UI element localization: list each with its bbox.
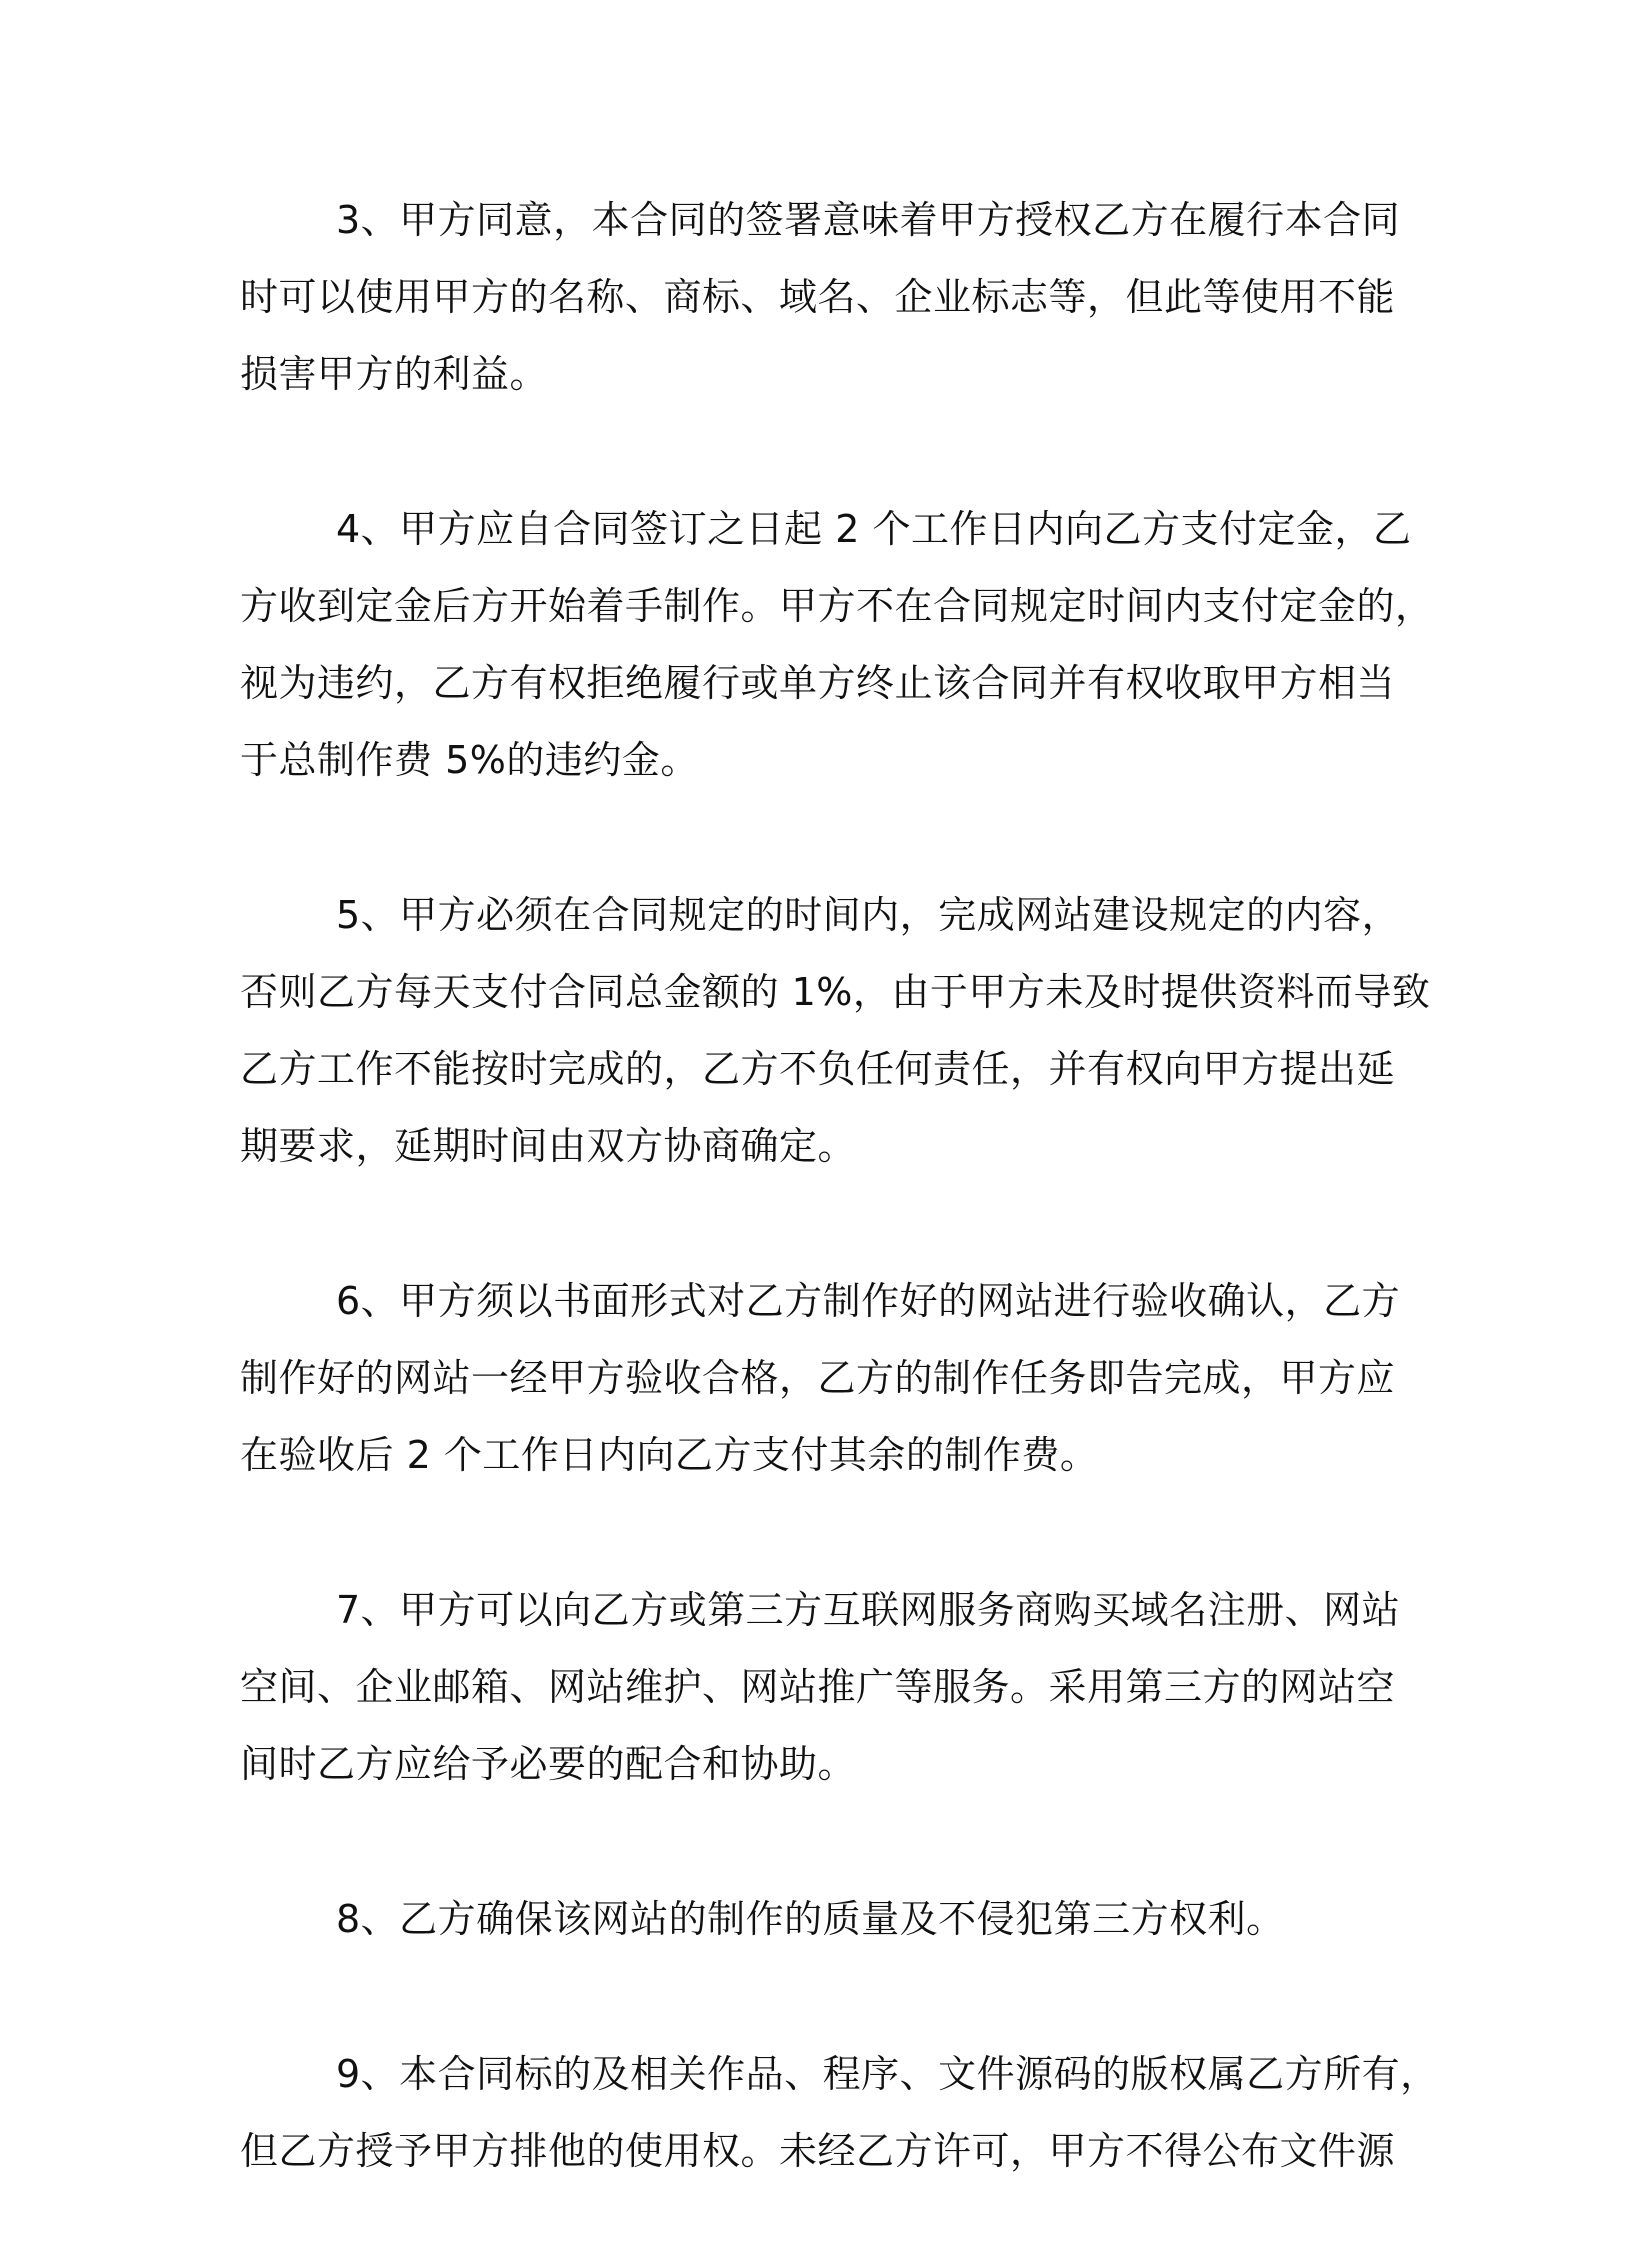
clause-7 (240, 1572, 1400, 1803)
text-line: 视为违约，乙方有权拒绝履行或单方终止该合同并有权收取甲方相当 (240, 661, 1396, 705)
text-line: 间时乙方应给予必要的配合和协助。 (240, 1742, 857, 1786)
text-line: 4、甲方应自合同签订之日起 2 个工作日内向乙方支付定金，乙 (336, 507, 1412, 551)
text-line: 否则乙方每天支付合同总金额的 1%，由于甲方未及时提供资料而导致 (240, 970, 1431, 1014)
text-line: 乙方工作不能按时完成的，乙方不负任何责任，并有权向甲方提出延 (240, 1047, 1396, 1091)
text-line: 空间、企业邮箱、网站维护、网站推广等服务。采用第三方的网站空 (240, 1665, 1396, 1709)
text-line: 但乙方授予甲方排他的使用权。未经乙方许可，甲方不得公布文件源 (240, 2129, 1396, 2173)
text-line: 制作好的网站一经甲方验收合格，乙方的制作任务即告完成，甲方应 (240, 1356, 1396, 1400)
clause-5 (240, 877, 1431, 1185)
text-line: 在验收后 2 个工作日内向乙方支付其余的制作费。 (240, 1433, 1099, 1477)
text-line: 方收到定金后方开始着手制作。甲方不在合同规定时间内支付定金的， (240, 584, 1434, 628)
text-line: 于总制作费 5%的违约金。 (240, 738, 699, 782)
text-line: 5、甲方必须在合同规定的时间内，完成网站建设规定的内容， (336, 893, 1401, 937)
clause-9 (240, 2036, 1439, 2190)
text-line: 3、甲方同意，本合同的签署意味着甲方授权乙方在履行本合同 (336, 198, 1401, 242)
clause-4 (240, 491, 1434, 799)
text-line: 损害甲方的利益。 (240, 352, 549, 396)
text-line: 时可以使用甲方的名称、商标、域名、企业标志等，但此等使用不能 (240, 275, 1396, 319)
text-line: 9、本合同标的及相关作品、程序、文件源码的版权属乙方所有， (336, 2052, 1439, 2096)
text-line: 6、甲方须以书面形式对乙方制作好的网站进行验收确认，乙方 (336, 1279, 1401, 1323)
clause-6 (240, 1263, 1400, 1494)
text-line: 期要求，延期时间由双方协商确定。 (240, 1124, 857, 1168)
clause-8 (240, 1881, 1400, 1958)
clause-3 (240, 182, 1400, 413)
contract-body (240, 182, 1439, 2268)
text-line: 7、甲方可以向乙方或第三方互联网服务商购买域名注册、网站 (336, 1588, 1401, 1632)
text-line: 8、乙方确保该网站的制作的质量及不侵犯第三方权利。 (336, 1897, 1285, 1941)
